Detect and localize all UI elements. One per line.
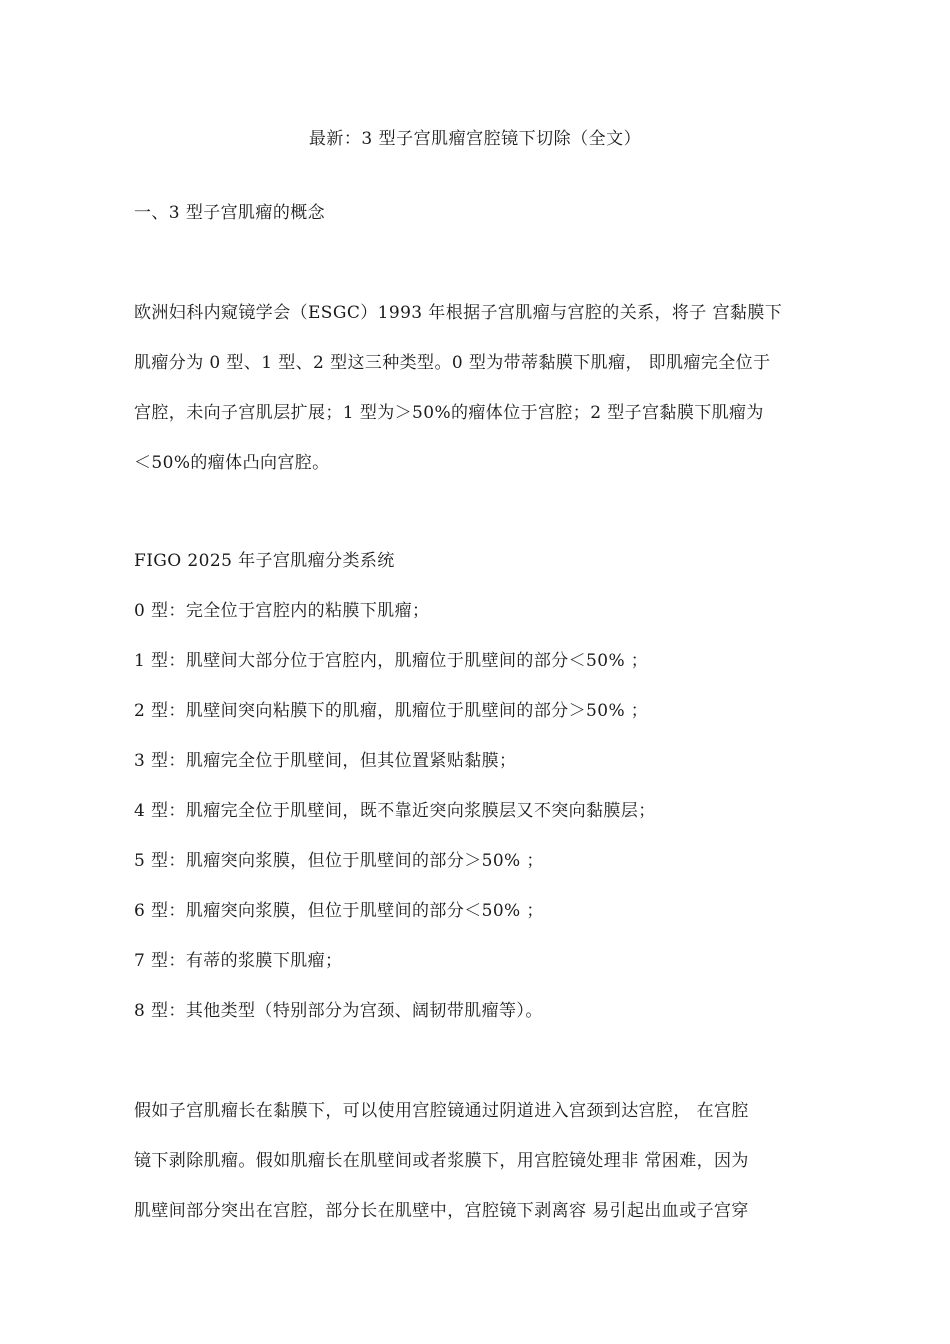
paragraph-line: 欧洲妇科内窥镜学会（ESGC）1993 年根据子宫肌瘤与宫腔的关系，将子 宫黏膜下 [134, 303, 783, 323]
paragraph-line: 肌瘤分为 0 型、1 型、2 型这三种类型。0 型为带蒂黏膜下肌瘤， 即肌瘤完全位于 [134, 353, 771, 373]
list-item: 8 型：其他类型（特别部分为宫颈、阔韧带肌瘤等）。 [134, 1001, 543, 1021]
list-item: 5 型：肌瘤突向浆膜，但位于肌壁间的部分＞50% ； [134, 851, 544, 871]
list-item: 2 型：肌壁间突向粘膜下的肌瘤，肌瘤位于肌壁间的部分＞50% ； [134, 701, 649, 721]
paragraph-line: 假如子宫肌瘤长在黏膜下，可以使用宫腔镜通过阴道进入宫颈到达宫腔， 在宫腔 [134, 1101, 749, 1121]
figo-heading: FIGO 2025 年子宫肌瘤分类系统 [134, 551, 395, 571]
list-item: 6 型：肌瘤突向浆膜，但位于肌壁间的部分＜50% ； [134, 901, 544, 921]
paragraph-line: 镜下剥除肌瘤。假如肌瘤长在肌壁间或者浆膜下，用宫腔镜处理非 常困难，因为 [134, 1151, 749, 1171]
list-item: 3 型：肌瘤完全位于肌壁间，但其位置紧贴黏膜； [134, 751, 517, 771]
paragraph-line: 肌壁间部分突出在宫腔，部分长在肌壁中，宫腔镜下剥离容 易引起出血或子宫穿 [134, 1201, 749, 1221]
section-heading: 一、3 型子宫肌瘤的概念 [134, 203, 326, 223]
paragraph-line: ＜50%的瘤体凸向宫腔。 [134, 453, 330, 473]
list-item: 4 型：肌瘤完全位于肌壁间，既不靠近突向浆膜层又不突向黏膜层； [134, 801, 656, 821]
list-item: 0 型：完全位于宫腔内的粘膜下肌瘤； [134, 601, 430, 621]
list-item: 1 型：肌壁间大部分位于宫腔内，肌瘤位于肌壁间的部分＜50% ； [134, 651, 649, 671]
paragraph-line: 宫腔，未向子宫肌层扩展；1 型为＞50%的瘤体位于宫腔；2 型子宫黏膜下肌瘤为 [134, 403, 764, 423]
list-item: 7 型：有蒂的浆膜下肌瘤； [134, 951, 343, 971]
page-title: 最新：3 型子宫肌瘤宫腔镜下切除（全文） [308, 129, 642, 149]
